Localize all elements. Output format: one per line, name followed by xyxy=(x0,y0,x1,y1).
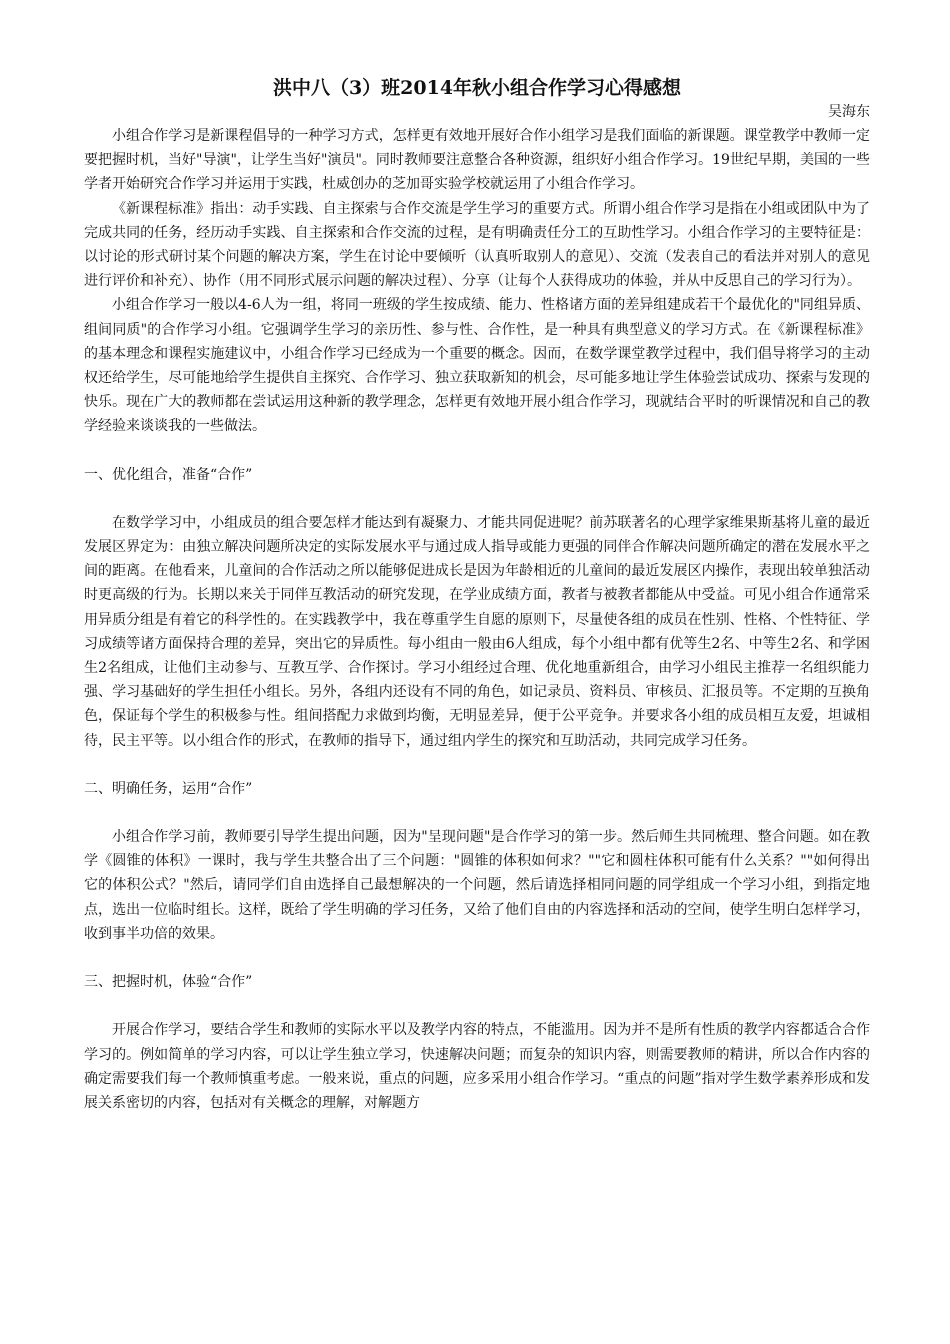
section-paragraph: 小组合作学习前，教师要引导学生提出问题，因为"呈现问题"是合作学习的第一步。然后师生共同梳理、整合问题。如在教学《圆锥的体积》一课时，我与学生共整合出了三个问题："圆锥的体积如何求？""它和圆柱体积可能有什么关系？""如何得出它的体积公式？"然后，请同学们自由选择自己最想解决的一个问题，然后请选择相同问题的同学组成一个学习小组，到指定地点，选出一位临时组长。这样，既给了学生明确的学习任务，又给了他们自由的内容选择和活动的空间，使学生明白怎样学习，收到事半功倍的效果。 xyxy=(84,829,870,942)
spacer xyxy=(84,994,870,1018)
section-heading: 一、优化组合，准备“合作” xyxy=(84,466,253,483)
spacer xyxy=(84,487,870,511)
document-title: 洪中八（3）班2014年秋小组合作学习心得感想 xyxy=(272,77,682,99)
intro-paragraph: 《新课程标准》指出：动手实践、自主探索与合作交流是学生学习的重要方式。所谓小组合作学习是指在小组或团队中为了完成共同的任务，经历动手实践、自主探索和合作交流的过程，是有明确责任分工的互助性学习。小组合作学习的主要特征是：以讨论的形式研讨某个问题的解决方案，学生在讨论中要倾听（认真听取别人的意见）、交流（发表自己的看法并对别人的意见进行评价和补充）、协作（用不同形式展示问题的解决过程）、分享（让每个人获得成功的体验，并从中反思自己的学习行为）。 xyxy=(84,200,870,290)
section-heading: 二、明确任务，运用“合作” xyxy=(84,780,253,797)
author-name: 吴海东 xyxy=(828,104,870,120)
spacer xyxy=(84,946,870,970)
spacer xyxy=(84,753,870,777)
intro-paragraph: 小组合作学习是新课程倡导的一种学习方式，怎样更有效地开展好合作小组学习是我们面临的新课题。课堂教学中教师一定要把握时机，当好"导演"，让学生当好"演员"。同时教师要注意整合各种资源，组织好小组合作学习。19世纪早期，美国的一些学者开始研究合作学习并运用于实践，杜威创办的芝加哥实验学校就运用了小组合作学习。 xyxy=(84,128,870,193)
document-page xyxy=(84,74,870,1115)
intro-paragraph: 小组合作学习一般以4-6人为一组，将同一班级的学生按成绩、能力、性格诸方面的差异组建成若干个最优化的"同组异质、组间同质"的合作学习小组。它强调学生学习的亲历性、参与性、合作性，是一种具有典型意义的学习方式。在《新课程标准》的基本理念和课程实施建议中，小组合作学习已经成为一个重要的概念。因而，在数学课堂教学过程中，我们倡导将学习的主动权还给学生，尽可能地给学生提供自主探究、合作学习、独立获取新知的机会，尽可能多地让学生体验尝试成功、探索与发现的快乐。现在广大的教师都在尝试运用这种新的教学理念，怎样更有效地开展小组合作学习，现就结合平时的听课情况和自己的教学经验来谈谈我的一些做法。 xyxy=(84,297,870,435)
section-paragraph: 在数学学习中，小组成员的组合要怎样才能达到有凝聚力、才能共同促进呢？前苏联著名的心理学家维果斯基将儿童的最近发展区界定为：由独立解决问题所决定的实际发展水平与通过成人指导或能力更强的同伴合作解决问题所确定的潜在发展水平之间的距离。在他看来，儿童间的合作活动之所以能够促进成长是因为年龄相近的儿童间的最近发展区内操作，表现出较单独活动时更高级的行为。长期以来关于同伴互教活动的研究发现，在学业成绩方面，教者与被教者都能从中受益。可见小组合作通常采用异质分组是有着它的科学性的。在实践教学中，我在尊重学生自愿的原则下，尽量使各组的成员在性别、性格、个性特征、学习成绩等诸方面保持合理的差异，突出它的异质性。每小组由一般由6人组成，每个小组中都有优等生2名、中等生2名、和学困生2名组成，让他们主动参与、互教互学、合作探讨。学习小组经过合理、优化地重新组合，由学习小组民主推荐一名组织能力强、学习基础好的学生担任小组长。另外，各组内还设有不同的角色，如记录员、资料员、审核员、汇报员等。不定期的互换角色，保证每个学生的积极参与性。组间搭配力求做到均衡，无明显差异，便于公平竞争。并要求各小组的成员相互友爱，坦诚相待，民主平等。以小组合作的形式，在教师的指导下，通过组内学生的探究和互助活动，共同完成学习任务。 xyxy=(84,514,870,749)
section-paragraph: 开展合作学习，要结合学生和教师的实际水平以及教学内容的特点，不能滥用。因为并不是所有性质的教学内容都适合合作学习的。例如简单的学习内容，可以让学生独立学习，快速解决问题；而复杂的知识内容，则需要教师的精讲，所以合作内容的确定需要我们每一个教师慎重考虑。一般来说，重点的问题，应多采用小组合作学习。“重点的问题”指对学生数学素养形成和发展关系密切的内容，包括对有关概念的理解，对解题方 xyxy=(84,1022,870,1111)
section-heading: 三、把握时机，体验“合作” xyxy=(84,974,253,991)
spacer xyxy=(84,801,870,825)
spacer xyxy=(84,439,870,463)
